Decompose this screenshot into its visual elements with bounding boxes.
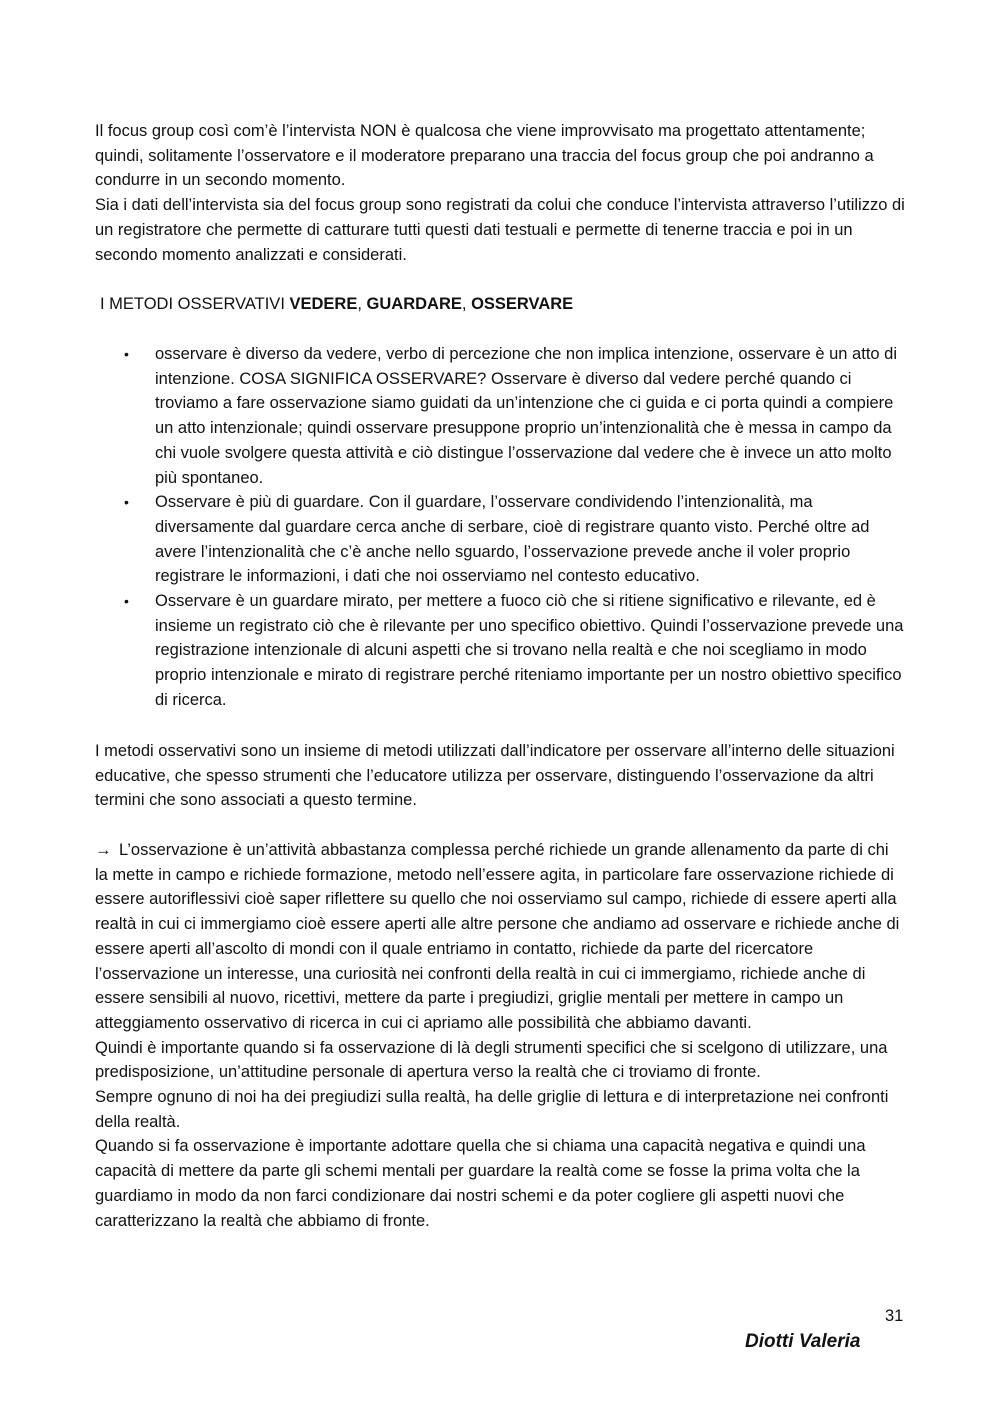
list-item-text: osservare è diverso da vedere, verbo di percezione che non implica intenzione, osservare è un atto di intenzione. COSA SIGNIFICA OSSERVARE? Osservare è diverso dal vedere perché quando ci troviamo a fare osservazione siamo guidati da un’intenzione che ci guida e ci porta quindi a compiere un atto intenzionale; quindi osservare presuppone proprio un’intenzionalità che è messa in campo da chi vuole svolgere questa attività e ciò distingue l’osservazione dal vedere che è invece un atto molto più spontaneo.: [155, 345, 898, 487]
complessa-paragraph: [95, 838, 905, 1036]
heading-separator: ,: [357, 295, 362, 313]
list-item: [124, 342, 905, 490]
quindi-paragraph: Quindi è importante quando si fa osservazione di là degli strumenti specifici che si scelgono di utilizzare, una predisposizione, un’attitudine personale di apertura verso la realtà che ci troviamo di fronte.: [95, 1038, 888, 1082]
complessa-text: L’osservazione è un’attività abbastanza complessa perché richiede un grande allenamento da parte di chi la mette in campo e richiede formazione, metodo nell’essere agita, in particolare fare osservazione richiede di essere autoriflessivi cioè saper riflettere su quello che noi osserviamo sul campo, richiede di essere aperti alla realtà in cui ci immergiamo cioè essere aperti alle altre persone che andiamo ad osservare e richiede anche di essere aperti all’ascolto di mondi con il quale entriamo in contatto, richiede da parte del ricercatore l’osservazione un interesse, una curiosità nei confronti della realtà in cui ci immergiamo, richiede anche di essere sensibili al nuovo, ricettivi, mettere da parte i pregiudizi, griglie mentali per mettere in campo un atteggiamento osservativo di ricerca in cui ci apriamo alle possibilità che abbiamo davanti.: [95, 841, 900, 1032]
heading-word-vedere: VEDERE: [289, 295, 358, 313]
sempre-paragraph: Sempre ognuno di noi ha dei pregiudizi sulla realtà, ha delle griglie di lettura e di interpretazione nei confronti della realtà.: [95, 1088, 889, 1131]
intro-paragraph: Il focus group così com’è l’intervista NON è qualcosa che viene improvvisato ma progettato attentamente; quindi, solitamente l’osservatore e il moderatore preparano una traccia del focus group che poi andranno a condurre in un secondo momento.: [95, 122, 874, 190]
list-item: [124, 490, 905, 589]
heading-prefix: I METODI OSSERVATIVI: [100, 295, 285, 313]
heading-word-osservare: OSSERVARE: [471, 295, 574, 313]
bullet-icon: •: [124, 593, 129, 610]
intro-paragraph-2: Sia i dati dell’intervista sia del focus group sono registrati da colui che conduce l’intervista attraverso l’utilizzo di un registratore che permette di catturare tutti questi dati testuali e permette di tenerne traccia e poi in un secondo momento analizzati e considerati.: [95, 196, 905, 264]
list-item-text: Osservare è più di guardare. Con il guardare, l’osservare condividendo l’intenzionalità, ma diversamente dal guardare cerca anche di serbare, cioè di registrare quanto visto. Perché oltre ad avere l’intenzionalità che c’è anche nello sguardo, l’osservazione prevede anche il voler proprio registrare le informazioni, i dati che noi osserviamo nel contesto educativo.: [155, 493, 870, 586]
arrow-right-icon: →: [95, 841, 112, 859]
bullet-icon: •: [124, 346, 129, 362]
bullet-icon: •: [124, 494, 129, 511]
metodi-paragraph: I metodi osservativi sono un insieme di metodi utilizzati dall’indicatore per osservare all’interno delle situazioni educative, che spesso strumenti che l’educatore utilizza per osservare, distinguendo l’osservazione da altri termini che sono associati a questo termine.: [95, 742, 895, 810]
complessa-block: [95, 838, 905, 1233]
heading-separator: ,: [461, 295, 467, 313]
page-number: 31: [885, 1307, 904, 1325]
list-item: [124, 589, 905, 713]
author-name: Diotti Valeria: [745, 1331, 861, 1352]
intro-block: [95, 119, 905, 267]
section-heading: [100, 292, 573, 317]
list-item-text: Osservare è un guardare mirato, per mettere a fuoco ciò che si ritiene significativo e rilevante, ed è insieme un registrato ciò che è rilevante per uno specifico obiettivo. Quindi l’osservazione prevede una registrazione intenzionale di alcuni aspetti che si trovano nella realtà e che noi scegliamo in modo proprio intenzionale e mirato di registrare perché riteniamo importante per un nostro obiettivo specifico di ricerca.: [155, 592, 904, 709]
bullet-list: [124, 342, 905, 713]
quando-paragraph: Quando si fa osservazione è importante adottare quella che si chiama una capacità negativa e quindi una capacità di mettere da parte gli schemi mentali per guardare la realtà come se fosse la prima volta che la guardiamo in modo da non farci condizionare dai nostri schemi e da poter cogliere gli aspetti nuovi che caratterizzano la realtà che abbiamo di fronte.: [95, 1137, 866, 1230]
heading-word-guardare: GUARDARE: [366, 295, 462, 313]
